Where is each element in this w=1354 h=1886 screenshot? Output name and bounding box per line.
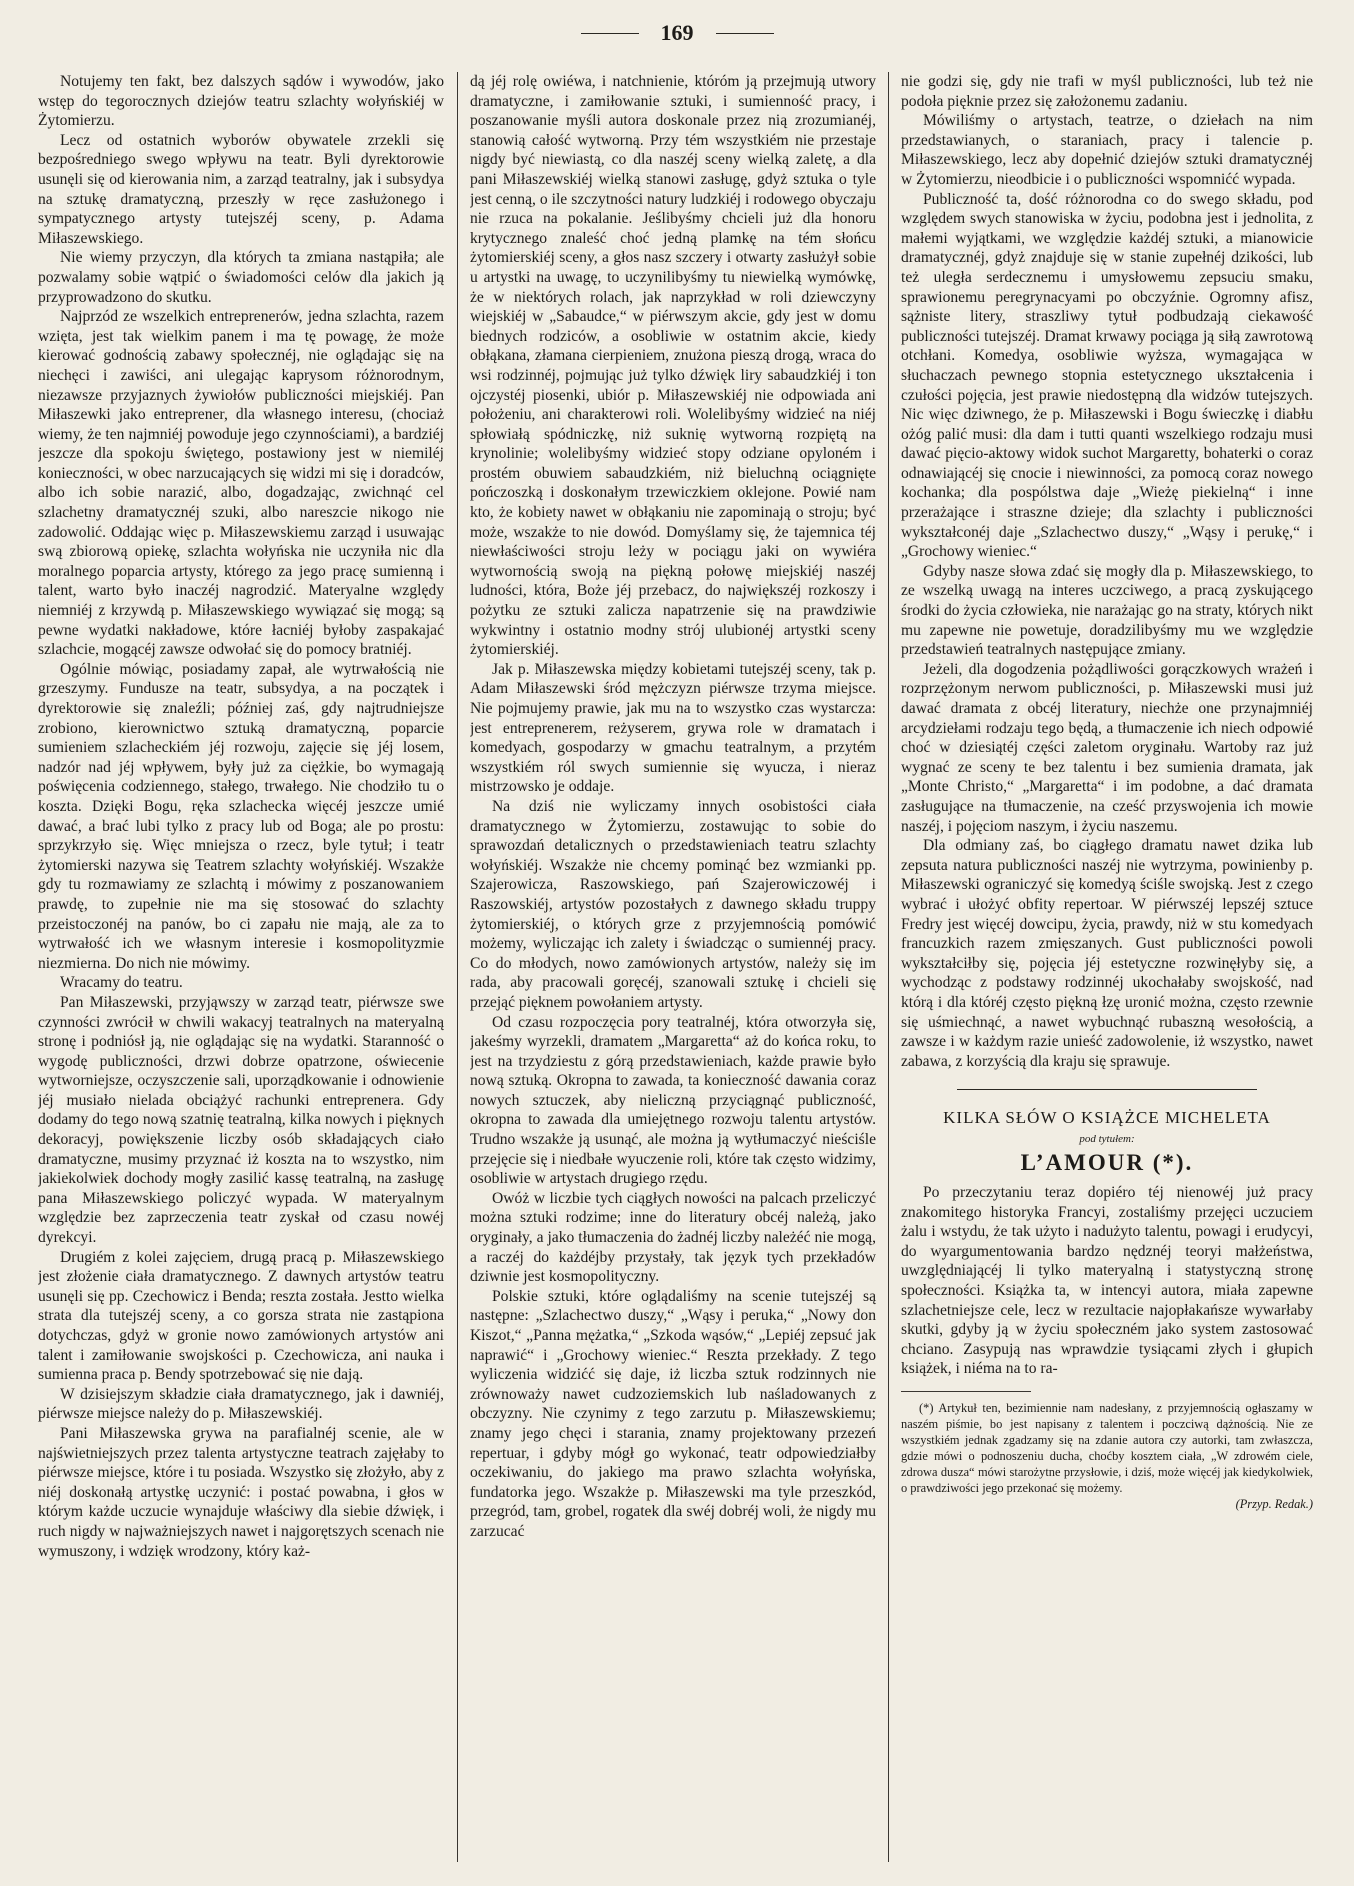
paragraph: Dla odmiany zaś, bo ciągłego dramatu nawet dzika lub zepsuta natura publiczności naszéj nie wytrzyma, powinienby p. Miłaszewski ograniczyć się komedyą ściśle swojską. Jest z czego wybrać i ułożyć obfity repertoar. W piérwszéj lepszéj sztuce Fredry jest więcéj dowcipu, życia, prawdy, niż w stu komedyach francuzkich razem zmięszanych. Gust publiczności powoli wykształciłby się, pojęcia jéj estetyczne rozwinęłyby się, a wychodząc z podstawy rodzinnéj ukochałaby swojskość, nad którą i dla któréj często piękną łzę uronić można, często rzewnie się uśmiechnąć, a nawet wybuchnąć rubaszną wesołością, a zawsze i w każdym razie unieść zadowolenie, iż wszystko, nawet zabawa, z korzyścią dla kraju się sprawuje. [901,837,1313,1070]
footnote [901,1400,1313,1512]
paragraph: Notujemy ten fakt, bez dalszych sądów i wywodów, jako wstęp do tegorocznych dziejów teatru szlachty wołyńskiéj w Żytomierzu. [38,73,444,130]
article-book-title: L’AMOUR (*). [1020,1150,1194,1176]
footnote-signature: (Przyp. Redak.) [1235,1497,1313,1511]
article-title: KILKA SŁÓW O KSIĄŻCE MICHELETA [943,1108,1271,1128]
paragraph: Na dziś nie wyliczamy innych osobistości ciała dramatycznego w Żytomierzu, zostawując to sobie do sprawozdań detalicznych o przedstawieniach teatru szlachty wołyńskiéj. Wszakże nie chcemy pominąć bez wzmianki pp. Szajerowicza, Raszowskiego, pań Szajerowiczowéj i Raszowskiéj, artystów pozostałych z dawnego składu truppy żytomierskiéj, o których grze z przyjemnością pomówić możemy, wyliczając ich zalety i świadcząc o sumiennéj pracy. Co do młodych, nowo zamówionych artystów, należy się im rada, aby pracowali goręcéj, szanowali sztukę i chcieli się przejąć pięknem powołaniem artysty. [470,797,876,1011]
paragraph: Najprzód ze wszelkich entreprenerów, jedna szlachta, razem wzięta, jest tak wielkim panem i ma tę powagę, że może kierować godnością zabawy społecznéj, nie oglądając się na niechęci i zawiści, ani ulegając kaprysom różnorodnym, niezawsze przyjaznych żywiołów publiczności miejskiéj. Pan Miłaszewki jako entreprener, dla własnego interesu, (chociaż wiemy, że ten najmniéj powoduje jego czynnościami), a bardziéj jeszcze dla spokoju świętego, postawiony jest w niemiléj konieczności, w obec narzucających się widzi mi się i doradców, albo ich sobie narazić, albo, dogadzając, zwichnąć cel szlachetny dramatycznéj szuki, albo nareszcie nikogo nie zadowolić. Oddając więc p. Miłaszewskiemu zarząd i usuwając swą zbiorową opiekę, szlachta wołyńska nie uczyniła nic dla moralnego poparcia artysty, którego za jego pracę sumienną i talent, warto było inaczéj nagrodzić. Materyalne względy niemniéj z krzywdą p. Miłaszewskiego wywiązać się mogą; są pewne wydatki nakładowe, które łacniéj byłoby zaspakajać szlachcie, mogącéj zawsze odwołać się do pomocy bratniéj. [38,308,444,659]
paragraph: Lecz od ostatnich wyborów obywatele zrzekli się bezpośredniego swego wpływu na teatr. Byli dyrektorowie usunęli się od kierowania nim, a zarząd teatralny, jak i subsydya na sztukę dramatyczną, przeszły w ręce zasłużonego i sympatycznego artysty tutejszéj sceny, p. Adama Miłaszewskiego. [38,131,444,247]
paragraph: Drugiém z kolei zajęciem, drugą pracą p. Miłaszewskiego jest złożenie ciała dramatycznego. Z dawnych artystów teatru usunęli się pp. Czechowicz i Benda; reszta została. Jestto wielka strata dla tutejszéj sceny, a co gorsza strata nie zastąpiona dotychczas, gdyż w gronie nowo zamówionych artystów ani talent i zamiłowanie swojskości p. Czechowicza, ani nauka i sumienna praca p. Bendy spotrzebować się nie dają. [38,1248,444,1384]
article-separator [957,1089,1257,1090]
paragraph: W dzisiejszym składzie ciała dramatycznego, jak i dawniéj, piérwsze miejsce należy do p. Miłaszewskiéj. [38,1385,444,1423]
paragraph: Pani Miłaszewska grywa na parafialnéj scenie, ale w najświetniejszych przez talenta artystyczne teatrach zajęłaby to piérwsze miejsce, które i tu posiada. Wszystko się złożyło, aby z niéj doskonałą artystkę uczynić: i postać powabna, i głos w którym każde uczucie wynajduje właściwy dla siebie dźwięk, i ruch nigdy w najważniejszych nawet i najgorętszych scenach nie wymuszony, i wdzięk wrodzony, który każ- [38,1424,444,1560]
paragraph: nie godzi się, gdy nie trafi w myśl publiczności, lub też nie podoła pięknie przez się założonemu zadaniu. [901,73,1313,110]
paragraph: Polskie sztuki, które oglądaliśmy na scenie tutejszéj są następne: „Szlachectwo duszy,“ „Wąsy i peruka,“ „Nowy don Kiszot,“ „Panna mężatka,“ „Szkoda wąsów,“ „Lepiéj zepsuć jak naprawić“ i „Grochowy wieniec.“ Reszta przekłady. Z tego wyliczenia widzićć się daje, iż liczba sztuk rodzinnych nie zrównoważy nawet cudzoziemskich lub naśladowanych z obczyzny. Nie czynimy z tego zarzutu p. Miłaszewskiemu; znamy jego chęci i starania, znamy projektowany przezeń repertuar, i gdyby mógł go wykonać, teatr odpowiedziałby oczekiwaniu, do jakiego ma prawo szlachta wołyńska, fundatorka jego. Wszakże p. Miłaszewski ma tyle przeszkód, przegród, tam, grobel, rogatek dla swéj dobréj woli, że nigdy mu zarzucać [470,1287,876,1540]
header-rule-left [581,33,639,34]
column-divider-1 [457,72,458,1862]
paragraph: Wracamy do teatru. [60,974,183,992]
column-divider-2 [888,72,889,1862]
paragraph: Nie wiemy przyczyn, dla których ta zmiana nastąpiła; ale pozwalamy sobie wątpić o świadomości celów dla jakich ją przyprowadzono do skutku. [38,249,444,306]
article-subtitle: pod tytułem: [1079,1132,1135,1145]
paragraph: Pan Miłaszewski, przyjąwszy w zarząd teatr, piérwsze swe czynności zwrócił w chwili wakacyj teatralnych na materyalną stronę i podniósł ją, nie oglądając się na wydatki. Staranność o wygodę publiczności, drzwi dobrze opatrzone, oświecenie wytworniejsze, oczyszczenie sali, uporządkowanie i odnowienie jéj musiało nieladа obciążyć rachunki entreprenera. Gdy dodamy do tego nową szatnię teatralną, kilka nowych i pięknych dekoracyj, powiększenie liczby osób składających ciało dramatyczne, musimy przyznać iż koszta na to wszystko, nim jakiekolwiek dochody mogły zasilić kassę teatralną, na zasługę pana Miłaszewskiego policzyć wypada. W materyalnym względzie bez zaprzeczenia teatr zyskał od czasu nowéj dyrekcyi. [38,993,444,1247]
paragraph: Od czasu rozpoczęcia pory teatralnéj, która otworzyła się, jakeśmy wyrzekli, dramatem „Margaretta“ aż do końca roku, to jest na trzydziestu z górą przedstawieniach, każde prawie było nową sztuką. Okropna to zawada, ta konieczność dawania coraz nowych sztuczek, aby nieliczną przyciągnąć publiczność, okropna to zawada dla umiejętnego rozwoju talentu artystów. Trudno wszakże ją usunąć, ale można ją wytłumaczyć nieściśle przejęcie się i niedbałe wyuczenie roli, które tak często widzimy, osobliwie w artystach drugiego rzędu. [470,1013,876,1188]
column-2 [470,72,876,1868]
paragraph: Jeżeli, dla dogodzenia pożądliwości gorączkowych wrażeń i rozprzężonym nerwom publiczności, p. Miłaszewski musi już dawać dramata z obcéj literatury, niechże one przynajmniéj arcydziełami rodzaju tego będą, a tłumaczenie ich niech odpowié choć w dziesiątéj części zaletom oryginału. Wartoby raz już wygnać ze sceny te bez talentu i bez sumienia dramata, jak „Monte Christo,“ „Margaretta“ i im podobne, a dać dramata zasługujące na tłumaczenie, na cześć przyswojenia ich mowie naszéj, i pojęciom naszym, i życiu naszemu. [901,660,1313,835]
header-rule-right [716,33,774,34]
footnote-text: (*) Artykuł ten, bezimiennie nam nadesłany, z przyjemnością ogłaszamy w naszém piśmie, bo jest napisany z talentem i poczciwą dążnością. Nie ze wszystkiém jednak zgadzamy się na zdanie autora czy autorki, tam zwłaszcza, gdzie mówi o podnoszeniu ducha, choćby kosztem ciała, „W zdrowém ciele, zdrowa dusza“ mówi starożytne przysłowie, i dziś, może więcéj jak kiedykolwiek, o prawdziwości jego przekonać się możemy. [901,1401,1313,1495]
paragraph: Publiczność ta, dość różnorodna co do swego składu, pod względem swych stanowiska w życiu, podobna jest i jednolita, z małemi wyjątkami, we względzie każdéj sztuki, a mianowicie dramatycznéj, gdyż znajduje się w stanie zupełnéj dzikości, lub też uległa serdecznemu i umysłowemu zepsuciu smaku, sprawionemu peregrynacyami po obczyźnie. Ogromny afisz, sążniste litery, straszliwy tytuł podbudzają ciekawość publiczności tutejszéj. Dramat krwawy pociąga ją siłą zawrotową otchłani. Komedya, osobliwie wyższa, wymagająca w słuchaczach pewnego stopnia estetycznego ukształcenia i czułości pojęcia, jest prawie niedostępną dla widzów tutejszych. Nic więc dziwnego, że p. Miłaszewski i Bogu świeczkę i diabłu ożóg palić musi: dla dam i tutti quanti wszelkiego rodzaju musi dawać pięcio-aktowy widok suchot Margaretty, bohaterki o coraz odnawiającéj się cnocie i niewinności, za pomocą coraz nowego kochanka; dla pospólstwa daje „Wieżę piekielną“ i inne przerażające i straszne dzieje; dla szlachty i publiczności wykształconéj daje „Szlachectwo duszy,“ „Wąsy i perukę,“ i „Grochowy wieniec.“ [901,190,1313,561]
paragraph: dą jéj rolę owiéwa, i natchnienie, któróm ją przejmują utwory dramatyczne, i zamiłowanie sztuki, i sumienność pracy, i poszanowanie myśli autora doskonale przez nią zrozumianéj, stanowią całość wytworną. Przy tém wszystkiém nie przestaje nigdy być niewiastą, co dla naszéj sceny wielką zaletę, a dla pani Miłaszewskiéj wielką stanowi zasługę, gdyż sztuka o tyle jest cenną, o ile szczytności natury ludzkiéj i rodowego obyczaju nie rzuca na pokalanie. Jeślibyśmy chcieli już dla honoru krytycznego znaleść choć jedną plamkę na tém słońcu żytomierskiéj sceny, a głos nasz szczery i otwarty zasłużył sobie u artystki na uwagę, to uczynilibyśmy tu niewielką wymówkę, że w niektórych rolach, jak naprzykład w roli dziewczyny wiejskiéj w „Sabaudce,“ w piérwszym akcie, gdy jest w domu biednych rodziców, a osobliwie w ostatnim akcie, kiedy obłąkana, złamana cierpieniem, znużona pieszą drogą, wraca do wsi rodzinnéj, pojmując już tylko dźwięk liry sabaudzkiéj i ton ojczystéj piosenki, ubiór p. Miłaszewskiéj nie odpowiada ani położeniu, ani charakterowi roli. Wolelibyśmy widzieć na niéj spłowiałą spódniczkę, niż suknię wytworną rozpiętą na krynolinie; wolelibyśmy widzieć stopy odziane opyloném i prostém obuwiem sabaudzkiém, niż bieluchną ociągnięte pończoszką i doskonałym trzewiczkiem oklejone. Powié nam kto, że kobiety nawet w obłąkaniu nie zapominają o stroju; być może, wszakże to nie dowód. Domyślamy się, że tajemnica téj niewłaściwości stroju leży w pociągu jaki on wywiéra wytwornością swoją na piękną połowę miejskiéj naszéj ludności, która, Boże jéj przebacz, do największéj rozkoszy i pożytku ze sztuki zalicza napatrzenie się na prawdziwie wykwintny i ostatnio modny strój ulubionéj artystki sceny żytomierskiéj. [470,73,876,659]
paragraph: Ogólnie mówiąc, posiadamy zapał, ale wytrwałością nie grzeszymy. Fundusze na teatr, subsydya, a na początek i dyrektorowie się znaleźli; później zaś, gdy najtrudniejsze zrobiono, kierownictwo sztuką dramatyczną, poparcie sumieniem szlacheckiém jéj rozwoju, zajęcie się jéj losem, nadzór nad jéj wpływem, były już za ciężkie, bo wymagają poświęcenia codziennego, stałego, trwałego. Nie chodziło tu o koszta. Dzięki Bogu, ręka szlachecka więcéj jeszcze umié dawać, a brać lubi tylko z pracy lub od Boga; ale po prostu: sprzykrzyło się. Więc mniejsza o rzecz, byle tytuł; i teatr żytomierski nazywa się Teatrem szlachty wołyńskiéj. Wszakże gdy tu rozmawiamy ze szlachtą i mówimy z poszanowaniem prawdę, to zupełnie nie ma się stosować do szlachty przeistoczonéj na panów, bo ci zapału nie mają, ale za to wytrwałość ich we własnym interesie i kosmopolityzmie niezmierna. Do nich nie mówimy. [38,660,444,972]
column-3 [901,72,1313,1868]
page-header [0,20,1354,46]
paragraph: Mówiliśmy o artystach, teatrze, o dziełach na nim przedstawianych, o staraniach, pracy i talencie p. Miłaszewskiego, lecz aby dopełnić dziejów sztuki dramatycznéj w Żytomierzu, nieodbicie i o publiczności wspomnićć wypada. [901,112,1313,188]
page-number: 169 [660,20,694,45]
paragraph: Jak p. Miłaszewska między kobietami tutejszéj sceny, tak p. Adam Miłaszewski śród mężczyzn piérwsze trzyma miejsce. Nie pojmujemy prawie, jak mu na to wszystko czas wystarcza: jest entreprenerem, reżyserem, grywa role w dramatach i komedyach, gospodarzy w gmachu teatralnym, a przytém wszystkiém ról swych sumiennie się wyucza, i nieraz mistrzowsko je oddaje. [470,660,876,796]
column-1 [38,72,444,1868]
paragraph: Owóż w liczbie tych ciągłych nowości na palcach przeliczyć można sztuki rodzime; inne do literatury obcéj należą, jako oryginały, a jako tłumaczenia do żadnéj liczby należéć nie mogą, a raczéj do każdéjby przystały, tak język tych przekładów dziwnie jest kosmopolityczny. [470,1189,876,1286]
footnote-rule [901,1391,1031,1392]
article-paragraph: Po przeczytaniu teraz dopiéro téj nienowéj już pracy znakomitego historyka Francyi, zostaliśmy przejęci uczuciem żalu i wstydu, że tak użyto i nadużyto talentu, powagi i erudycyi, do wyargumentowania bardzo nędznéj teoryi małżeństwa, uwzględniającéj li tylko materyalną i statystyczną stronę społeczności. Książka ta, w intencyi autora, miała zapewne szlachetniejsze cele, lecz w rezultacie najopłakańsze wywarłaby skutki, gdyby ją w życiu społeczném jako system zastosować chciano. Zasypują nas wprawdzie tysiącami złych i głupich książek, i niéma na to ra- [901,1184,1313,1378]
paragraph: Gdyby nasze słowa zdać się mogły dla p. Miłaszewskiego, to ze wszelką uwagą na interes uczciwego, a pracą zyskującego środki do życia człowieka, nie narażając go na straty, których nikt mu zapewne nie powetuje, doradzilibyśmy mu we względzie przedstawień teatralnych następujące zmiany. [901,562,1313,659]
